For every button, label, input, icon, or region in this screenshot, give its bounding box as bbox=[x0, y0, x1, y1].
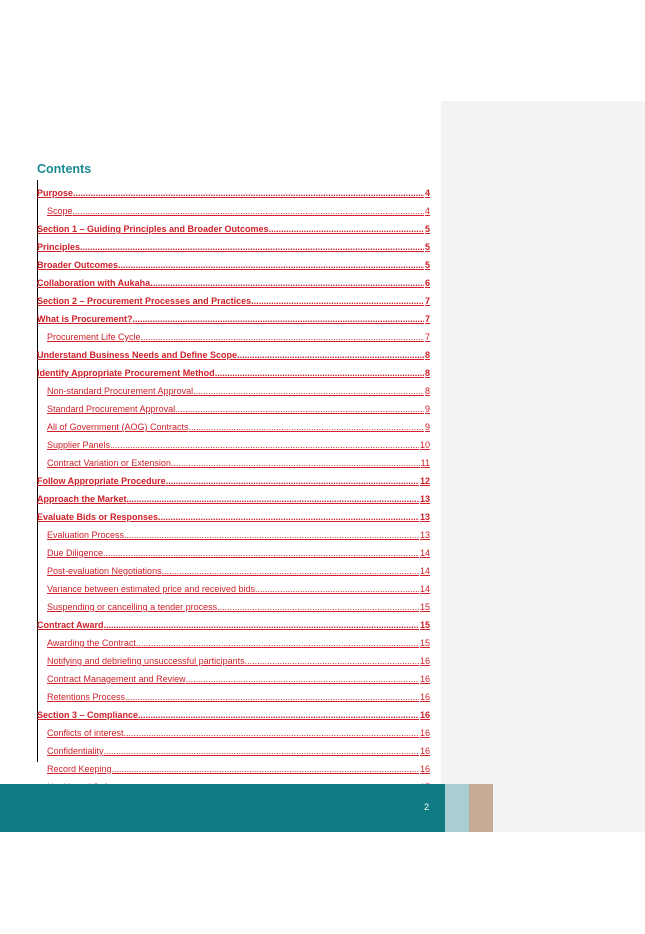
toc-dot-leader bbox=[150, 278, 424, 289]
toc-dot-leader bbox=[112, 764, 419, 775]
toc-dot-leader bbox=[175, 404, 424, 415]
toc-entry-page[interactable]: 8 bbox=[424, 350, 430, 360]
toc-entry[interactable] bbox=[37, 685, 430, 703]
toc-entry[interactable] bbox=[37, 577, 430, 595]
toc-dot-leader bbox=[127, 494, 419, 505]
toc-entry-title[interactable]: Evaluate Bids or Responses bbox=[37, 512, 159, 522]
toc-entry-title[interactable]: Procurement Life Cycle bbox=[47, 332, 141, 342]
toc-entry-title[interactable]: Notifying and debriefing unsuccessful participants bbox=[47, 656, 245, 666]
toc-entry[interactable] bbox=[37, 397, 430, 415]
toc-entry[interactable] bbox=[37, 541, 430, 559]
toc-entry-title[interactable]: Section 2 – Procurement Processes and Practices bbox=[37, 296, 252, 306]
toc-entry[interactable] bbox=[37, 739, 430, 757]
footer-block-light bbox=[445, 784, 469, 832]
toc-dot-leader bbox=[110, 440, 419, 451]
toc-entry[interactable] bbox=[37, 757, 430, 775]
toc-entry[interactable] bbox=[37, 325, 430, 343]
toc-dot-leader bbox=[125, 692, 419, 703]
toc-entry-title[interactable]: Evaluation Process bbox=[47, 530, 125, 540]
toc-entry[interactable] bbox=[37, 289, 430, 307]
toc-entry-title[interactable]: Identify Appropriate Procurement Method bbox=[37, 368, 215, 378]
page-number: 2 bbox=[424, 802, 430, 812]
toc-entry-title[interactable]: Section 1 – Guiding Principles and Broader Outcomes bbox=[37, 224, 269, 234]
toc-dot-leader bbox=[166, 476, 419, 487]
toc-entry-page[interactable]: 7 bbox=[424, 332, 430, 342]
toc-entry[interactable] bbox=[37, 253, 430, 271]
toc-entry-page[interactable]: 11 bbox=[420, 458, 430, 468]
toc-entry[interactable] bbox=[37, 415, 430, 433]
toc-entry-page[interactable]: 14 bbox=[419, 548, 430, 558]
toc-entry[interactable] bbox=[37, 595, 430, 613]
toc-entry[interactable] bbox=[37, 703, 430, 721]
toc-entry[interactable] bbox=[37, 451, 430, 469]
toc-entry-page[interactable]: 4 bbox=[424, 206, 430, 216]
toc-entry[interactable] bbox=[37, 199, 430, 217]
toc-dot-leader bbox=[104, 620, 419, 631]
toc-dot-leader bbox=[124, 530, 419, 541]
toc-entry[interactable] bbox=[37, 307, 430, 325]
toc-entry-page[interactable]: 16 bbox=[419, 764, 430, 774]
toc-entry-page[interactable]: 16 bbox=[419, 746, 430, 756]
toc-dot-leader bbox=[138, 710, 419, 721]
toc-dot-leader bbox=[133, 314, 424, 325]
toc-entry-page[interactable]: 8 bbox=[424, 386, 430, 396]
toc-entry-title[interactable]: Contract Management and Review bbox=[47, 674, 186, 684]
toc-entry-page[interactable]: 15 bbox=[419, 638, 430, 648]
toc-dot-leader bbox=[73, 188, 424, 199]
toc-entry-page[interactable]: 16 bbox=[419, 710, 430, 720]
toc-dot-leader bbox=[158, 512, 419, 523]
toc-entry[interactable] bbox=[37, 271, 430, 289]
toc-entry[interactable] bbox=[37, 667, 430, 685]
toc-entry-title[interactable]: Due Diligence bbox=[47, 548, 104, 558]
table-of-contents bbox=[37, 181, 430, 793]
toc-dot-leader bbox=[215, 368, 424, 379]
toc-entry[interactable] bbox=[37, 433, 430, 451]
toc-entry-title[interactable]: Approach the Market bbox=[37, 494, 127, 504]
toc-entry-page[interactable]: 7 bbox=[424, 296, 430, 306]
toc-dot-leader bbox=[251, 296, 424, 307]
toc-entry-page[interactable]: 8 bbox=[424, 368, 430, 378]
toc-entry-title[interactable]: Scope bbox=[47, 206, 73, 216]
toc-entry-title[interactable]: All of Government (AOG) Contracts bbox=[47, 422, 189, 432]
toc-entry-title[interactable]: Record Keeping bbox=[47, 764, 112, 774]
toc-entry-page[interactable]: 5 bbox=[424, 224, 430, 234]
toc-entry-page[interactable]: 12 bbox=[419, 476, 430, 486]
footer-block-tan bbox=[469, 784, 493, 832]
toc-dot-leader bbox=[118, 260, 424, 271]
toc-entry-title[interactable]: Supplier Panels bbox=[47, 440, 111, 450]
toc-entry[interactable] bbox=[37, 649, 430, 667]
toc-entry-title[interactable]: Broader Outcomes bbox=[37, 260, 119, 270]
toc-entry-page[interactable]: 16 bbox=[419, 674, 430, 684]
toc-dot-leader bbox=[136, 638, 419, 649]
toc-entry-title[interactable]: Awarding the Contract bbox=[47, 638, 136, 648]
toc-entry[interactable] bbox=[37, 469, 430, 487]
toc-dot-leader bbox=[162, 566, 419, 577]
toc-dot-leader bbox=[189, 422, 424, 433]
toc-entry-page[interactable]: 6 bbox=[424, 278, 430, 288]
toc-entry-title[interactable]: Standard Procurement Approval bbox=[47, 404, 176, 414]
toc-entry-page[interactable]: 16 bbox=[419, 728, 430, 738]
toc-entry-title[interactable]: Contract Award bbox=[37, 620, 104, 630]
toc-entry-title[interactable]: Section 3 – Compliance bbox=[37, 710, 139, 720]
toc-entry-title[interactable]: Follow Appropriate Procedure bbox=[37, 476, 166, 486]
toc-entry-page[interactable]: 5 bbox=[424, 260, 430, 270]
toc-entry[interactable] bbox=[37, 217, 430, 235]
toc-entry[interactable] bbox=[37, 181, 430, 199]
toc-dot-leader bbox=[193, 386, 424, 397]
toc-entry[interactable] bbox=[37, 613, 430, 631]
toc-entry-page[interactable]: 13 bbox=[419, 530, 430, 540]
toc-entry-title[interactable]: Post-evaluation Negotiations bbox=[47, 566, 162, 576]
toc-entry-page[interactable]: 16 bbox=[419, 692, 430, 702]
toc-entry-title[interactable]: Confidentiality bbox=[47, 746, 104, 756]
toc-entry[interactable] bbox=[37, 361, 430, 379]
toc-entry-page[interactable]: 10 bbox=[419, 440, 430, 450]
toc-entry-page[interactable]: 9 bbox=[424, 422, 430, 432]
toc-dot-leader bbox=[171, 458, 420, 469]
footer-band bbox=[0, 784, 445, 832]
toc-entry-page[interactable]: 13 bbox=[419, 512, 430, 522]
toc-entry[interactable] bbox=[37, 487, 430, 505]
toc-dot-leader bbox=[124, 728, 419, 739]
toc-entry-page[interactable]: 4 bbox=[424, 188, 430, 198]
toc-entry-page[interactable]: 14 bbox=[419, 584, 430, 594]
toc-entry-page[interactable]: 16 bbox=[419, 656, 430, 666]
toc-dot-leader bbox=[73, 206, 424, 217]
toc-dot-leader bbox=[255, 584, 419, 595]
comment-pane bbox=[441, 101, 645, 832]
toc-entry[interactable] bbox=[37, 721, 430, 739]
toc-entry-title[interactable]: Retentions Process bbox=[47, 692, 126, 702]
toc-entry-title[interactable]: Understand Business Needs and Define Scope bbox=[37, 350, 238, 360]
toc-dot-leader bbox=[269, 224, 424, 235]
toc-entry-title[interactable]: Conflicts of interest bbox=[47, 728, 124, 738]
toc-dot-leader bbox=[141, 332, 424, 343]
toc-entry-title[interactable]: Non-standard Procurement Approval bbox=[47, 386, 194, 396]
toc-dot-leader bbox=[104, 746, 419, 757]
toc-entry-page[interactable]: 9 bbox=[424, 404, 430, 414]
toc-entry[interactable] bbox=[37, 343, 430, 361]
toc-dot-leader bbox=[80, 242, 424, 253]
toc-entry-page[interactable]: 15 bbox=[419, 620, 430, 630]
toc-entry-page[interactable]: 7 bbox=[424, 314, 430, 324]
toc-entry[interactable] bbox=[37, 523, 430, 541]
toc-entry[interactable] bbox=[37, 379, 430, 397]
toc-entry-title[interactable]: What is Procurement? bbox=[37, 314, 133, 324]
toc-entry-title[interactable]: Variance between estimated price and received bids bbox=[47, 584, 255, 594]
toc-entry-page[interactable]: 13 bbox=[419, 494, 430, 504]
toc-entry-page[interactable]: 15 bbox=[419, 602, 430, 612]
toc-dot-leader bbox=[217, 602, 419, 613]
toc-entry-title[interactable]: Principles bbox=[37, 242, 81, 252]
toc-entry-page[interactable]: 14 bbox=[419, 566, 430, 576]
toc-entry[interactable] bbox=[37, 505, 430, 523]
toc-entry[interactable] bbox=[37, 235, 430, 253]
toc-entry[interactable] bbox=[37, 631, 430, 649]
toc-dot-leader bbox=[237, 350, 424, 361]
contents-heading: Contents bbox=[37, 162, 92, 176]
toc-entry-title[interactable]: Collaboration with Aukaha bbox=[37, 278, 151, 288]
toc-entry-title[interactable]: Purpose bbox=[37, 188, 74, 198]
toc-dot-leader bbox=[103, 548, 419, 559]
toc-entry-title[interactable]: Suspending or cancelling a tender process bbox=[47, 602, 218, 612]
toc-dot-leader bbox=[186, 674, 419, 685]
toc-entry[interactable] bbox=[37, 559, 430, 577]
toc-entry-title[interactable]: Contract Variation or Extension bbox=[47, 458, 171, 468]
toc-dot-leader bbox=[245, 656, 419, 667]
toc-entry-page[interactable]: 5 bbox=[424, 242, 430, 252]
